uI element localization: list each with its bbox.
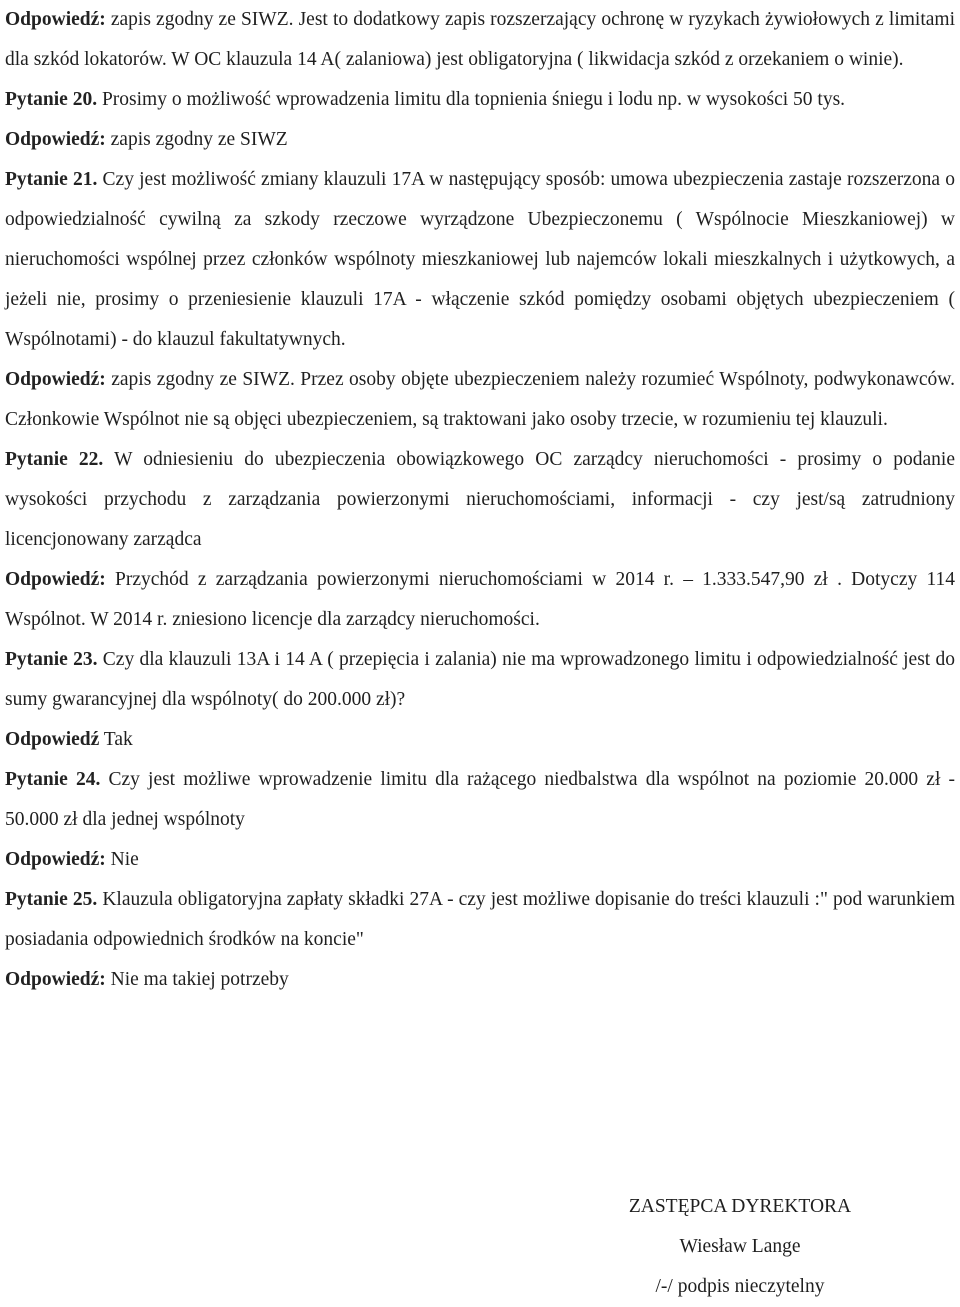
question-text: Prosimy o możliwość wprowadzenia limitu dla topnienia śniegu i lodu np. w wysokości 50 tys. [97, 89, 846, 110]
answer-21 [5, 360, 955, 440]
answer-label: Odpowiedź: [5, 9, 106, 30]
answer-text: Nie ma takiej potrzeby [105, 969, 289, 990]
signature-note: /-/ podpis nieczytelny [655, 1276, 825, 1297]
answer-paragraph [5, 0, 955, 80]
answer-label: Odpowiedź: [5, 849, 106, 870]
answer-label: Odpowiedź: [5, 969, 106, 990]
question-23 [5, 640, 955, 720]
answer-20 [5, 120, 955, 160]
answer-label: Odpowiedź: [5, 569, 106, 590]
answer-text: zapis zgodny ze SIWZ [105, 129, 288, 150]
question-label: Pytanie 24. [5, 769, 101, 790]
answer-text: zapis zgodny ze SIWZ. Przez osoby objęte ubezpieczeniem należy rozumieć Wspólnoty, podwykonawców. Członkowie Wspólnot nie są objęci ubezpieczeniem, są traktowani jako osoby trzecie, w rozumieniu tej klauzuli. [5, 369, 955, 430]
question-text: W odniesieniu do ubezpieczenia obowiązkowego OC zarządcy nieruchomości - prosimy o podanie wysokości przychodu z zarządzania powierzonymi nieruchomościami, informacji - czy jest/są zatrudniony licencjonowany zarządca [5, 449, 955, 550]
answer-text: Przychód z zarządzania powierzonymi nieruchomościami w 2014 r. – 1.333.547,90 zł . Dotyczy 114 Wspólnot. W 2014 r. zniesiono licencje dla zarządcy nieruchomości. [5, 569, 955, 630]
answer-label: Odpowiedź [5, 729, 100, 750]
question-text: Czy jest możliwość zmiany klauzuli 17A w następujący sposób: umowa ubezpieczenia zastaje rozszerzona o odpowiedzialność cywilną za szkody rzeczowe wyrządzone Ubezpieczonemu ( Wspólnocie Mieszkaniowej) w nieruchomości wspólnej przez członków wspólnoty mieszkaniowej lub najemców lokali mieszkalnych i użytkowych, a jeżeli nie, prosimy o przeniesienie klauzuli 17A - włączenie szkód pomiędzy osobami objętych ubezpieczeniem ( Wspólnotami) - do klauzul fakultatywnych. [5, 169, 955, 350]
document-body [5, 0, 955, 1000]
question-20 [5, 80, 955, 120]
answer-label: Odpowiedź: [5, 129, 106, 150]
signature-title: ZASTĘPCA DYREKTORA [628, 1196, 852, 1217]
question-label: Pytanie 23. [5, 649, 98, 670]
signature-name: Wiesław Lange [679, 1236, 801, 1257]
answer-22 [5, 560, 955, 640]
answer-text: Tak [99, 729, 133, 750]
question-text: Czy jest możliwe wprowadzenie limitu dla rażącego niedbalstwa dla wspólnot na poziomie 20.000 zł - 50.000 zł dla jednej wspólnoty [5, 769, 956, 830]
question-label: Pytanie 20. [5, 89, 98, 110]
question-label: Pytanie 21. [5, 169, 98, 190]
question-25 [5, 880, 955, 960]
question-21 [5, 160, 955, 360]
question-text: Klauzula obligatoryjna zapłaty składki 27A - czy jest możliwe dopisanie do treści klauzuli :" pod warunkiem posiadania odpowiednich środków na koncie" [5, 889, 955, 950]
question-text: Czy dla klauzuli 13A i 14 A ( przepięcia i zalania) nie ma wprowadzonego limitu i odpowiedzialność jest do sumy gwarancyjnej dla wspólnoty( do 200.000 zł)? [5, 649, 956, 710]
answer-25 [5, 960, 955, 1000]
answer-text: zapis zgodny ze SIWZ. Jest to dodatkowy zapis rozszerzający ochronę w ryzykach żywiołowych z limitami dla szkód lokatorów. W OC klauzula 14 A( zalaniowa) jest obligatoryjna ( likwidacja szkód z orzekaniem o winie). [5, 9, 955, 70]
question-label: Pytanie 22. [5, 449, 104, 470]
answer-label: Odpowiedź: [5, 369, 106, 390]
signature-block [560, 1187, 920, 1307]
answer-23 [5, 720, 955, 760]
question-label: Pytanie 25. [5, 889, 98, 910]
answer-24 [5, 840, 955, 880]
question-22 [5, 440, 955, 560]
question-24 [5, 760, 955, 840]
answer-text: Nie [105, 849, 139, 870]
